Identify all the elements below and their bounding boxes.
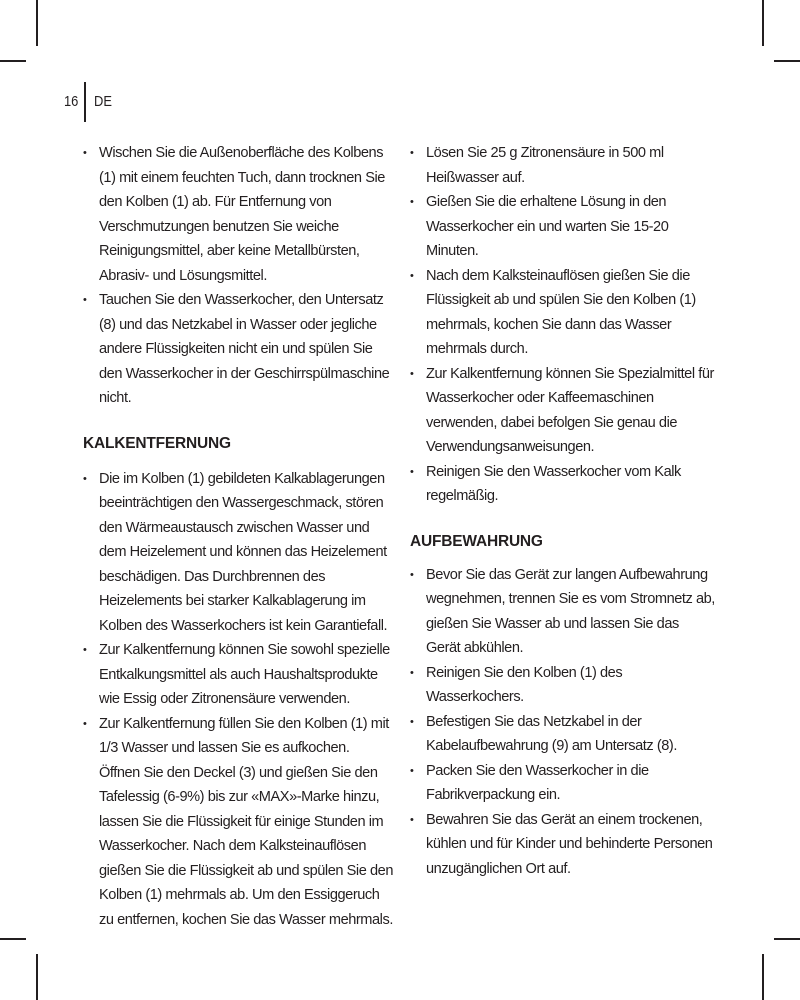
header-divider <box>84 82 86 122</box>
list-item: • Zur Kalkentfernung füllen Sie den Kolben (1) mit 1/3 Wasser und lassen Sie es aufkochen. Öffnen Sie den Deckel (3) und gießen Sie den Tafelessig (6-9%) bis zur «MAX»-Marke hinzu, lassen Sie die Flüssigkeit für einige Stunden im Wasserkocher. Nach dem Kalksteinauflösen gießen Sie die Flüssigkeit ab und spülen Sie den Kolben (1) mehrmals ab. Um den Essiggeruch zu entfernen, kochen Sie das Wasser mehrmals. <box>83 712 393 933</box>
language-label: DE <box>94 93 112 110</box>
list-item: • Lösen Sie 25 g Zitronensäure in 500 ml Heißwasser auf. <box>410 141 716 190</box>
kalkentfernung-list <box>83 467 393 933</box>
crop-mark-top-left-horizontal <box>0 60 26 62</box>
section-heading-kalkentfernung: KALKENTFERNUNG <box>83 434 231 452</box>
crop-mark-top-left-vertical <box>36 0 38 46</box>
list-item: • Zur Kalkentfernung können Sie Spezialmittel für Wasserkocher oder Kaffeemaschinen verwenden, dabei befolgen Sie genau die Verwendungsanweisungen. <box>410 362 716 460</box>
cleaning-list <box>83 141 393 411</box>
list-item: • Tauchen Sie den Wasserkocher, den Untersatz (8) und das Netzkabel in Wasser oder jegliche andere Flüssigkeiten nicht ein und spülen Sie den Wasserkocher in der Geschirrspülmaschine nicht. <box>83 288 393 411</box>
crop-mark-top-right-horizontal <box>774 60 800 62</box>
kalkentfernung-list-continued <box>410 141 716 509</box>
list-item: • Befestigen Sie das Netzkabel in der Kabelaufbewahrung (9) am Untersatz (8). <box>410 710 716 759</box>
crop-mark-bottom-left-vertical <box>36 954 38 1000</box>
crop-mark-top-right-vertical <box>762 0 764 46</box>
crop-mark-bottom-left-horizontal <box>0 938 26 940</box>
list-item: • Die im Kolben (1) gebildeten Kalkablagerungen beeinträchtigen den Wassergeschmack, stören den Wärmeaustausch zwischen Wasser und dem Heizelement und können das Heizelement beschädigen. Das Durchbrennen des Heizelements bei starker Kalkablagerung im Kolben des Wasserkochers ist kein Garantiefall. <box>83 467 393 639</box>
list-item: • Reinigen Sie den Kolben (1) des Wasserkochers. <box>410 661 716 710</box>
crop-mark-bottom-right-vertical <box>762 954 764 1000</box>
list-item: • Bevor Sie das Gerät zur langen Aufbewahrung wegnehmen, trennen Sie es vom Stromnetz ab, gießen Sie Wasser ab und lassen Sie das Gerät abkühlen. <box>410 563 716 661</box>
list-item: • Zur Kalkentfernung können Sie sowohl spezielle Entkalkungsmittel als auch Haushaltsprodukte wie Essig oder Zitronensäure verwenden. <box>83 638 393 712</box>
list-item: • Wischen Sie die Außenoberfläche des Kolbens (1) mit einem feuchten Tuch, dann trocknen Sie den Kolben (1) ab. Für Entfernung von Verschmutzungen benutzen Sie weiche Reinigungsmittel, aber keine Metallbürsten, Abrasiv- und Lösungsmittel. <box>83 141 393 288</box>
left-column <box>83 141 393 932</box>
crop-mark-bottom-right-horizontal <box>774 938 800 940</box>
list-item: • Packen Sie den Wasserkocher in die Fabrikverpackung ein. <box>410 759 716 808</box>
list-item: • Bewahren Sie das Gerät an einem trockenen, kühlen und für Kinder und behinderte Personen unzugänglichen Ort auf. <box>410 808 716 882</box>
right-column <box>410 141 716 881</box>
list-item: • Reinigen Sie den Wasserkocher vom Kalk regelmäßig. <box>410 460 716 509</box>
aufbewahrung-list <box>410 563 716 882</box>
list-item: • Gießen Sie die erhaltene Lösung in den Wasserkocher ein und warten Sie 15-20 Minuten. <box>410 190 716 264</box>
list-item: • Nach dem Kalksteinauflösen gießen Sie die Flüssigkeit ab und spülen Sie den Kolben (1) mehrmals, kochen Sie dann das Wasser mehrmals durch. <box>410 264 716 362</box>
section-heading-aufbewahrung: AUFBEWAHRUNG <box>410 532 543 550</box>
page-number: 16 <box>64 93 79 110</box>
